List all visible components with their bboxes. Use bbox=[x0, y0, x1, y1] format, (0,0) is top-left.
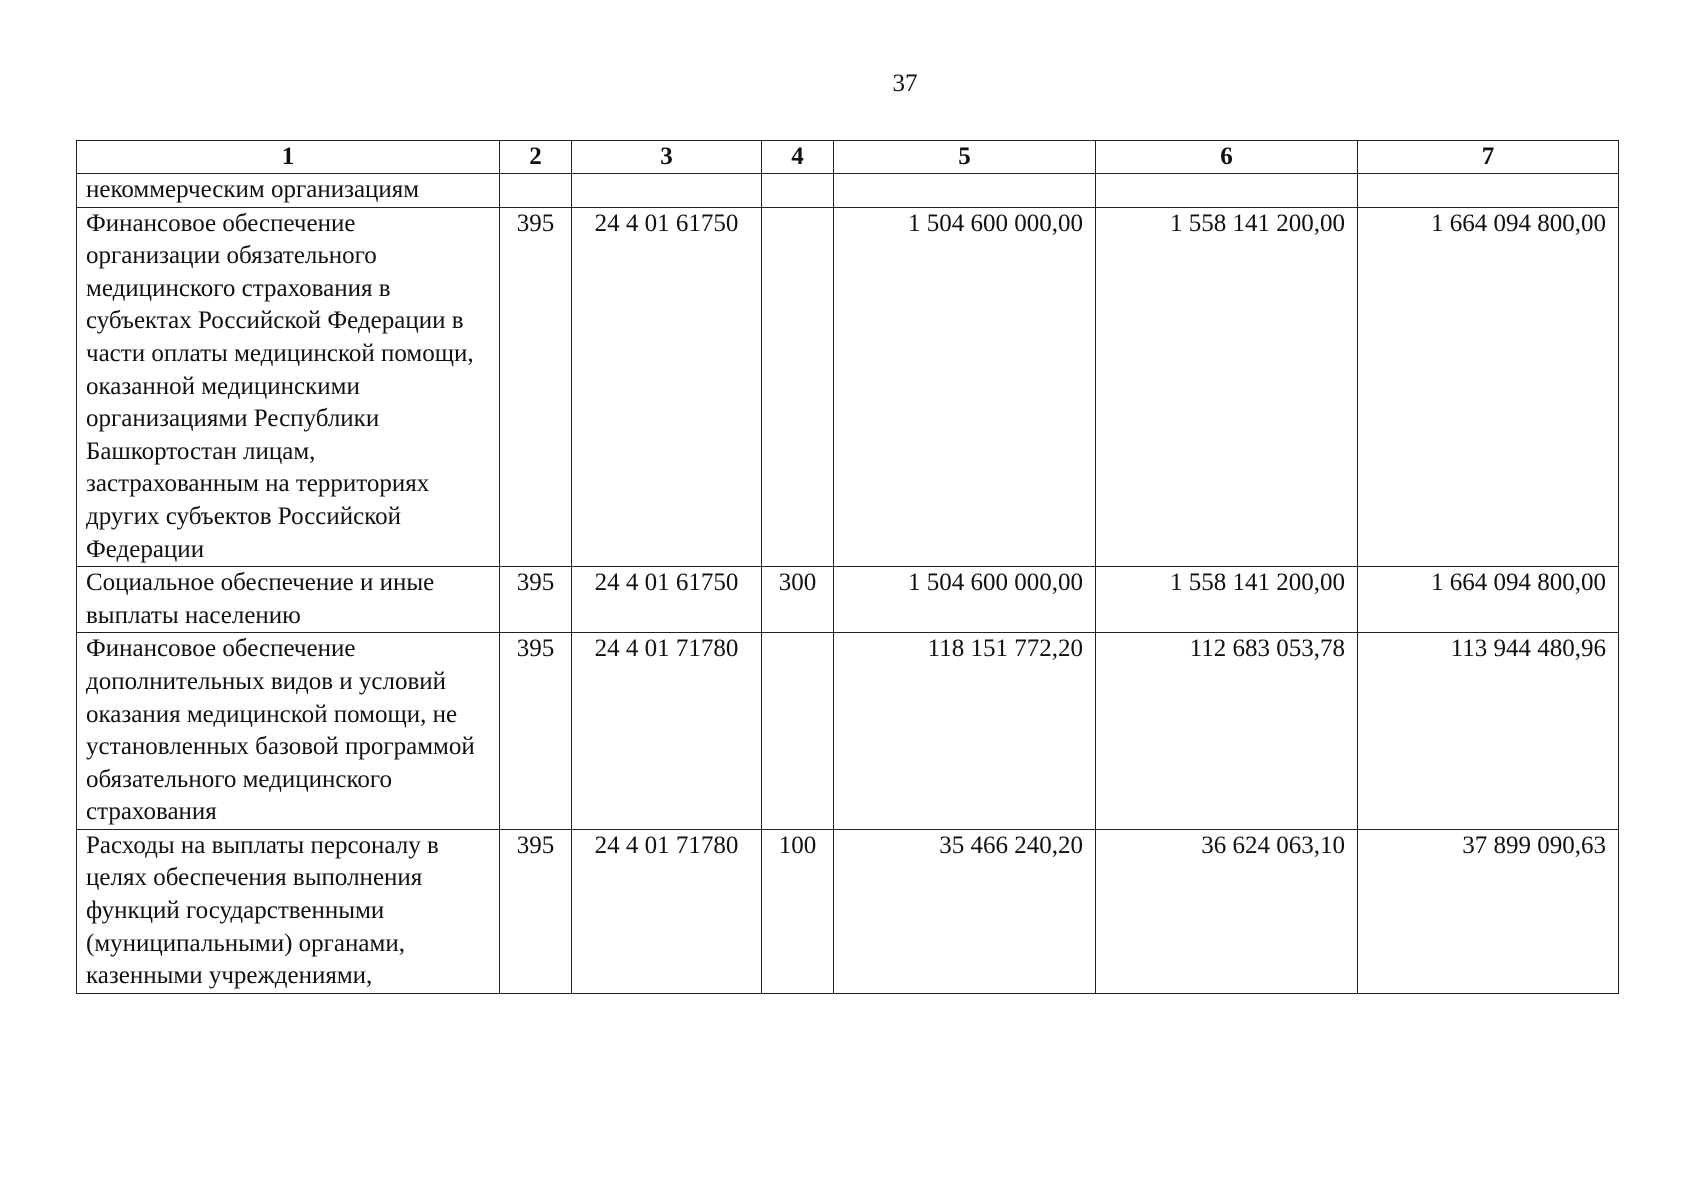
table-row bbox=[77, 567, 1619, 633]
table-header-row bbox=[77, 141, 1619, 174]
column-header: 1 bbox=[77, 141, 500, 174]
row-amount-col7-cell: 1 664 094 800,00 bbox=[1358, 567, 1619, 633]
row-amount-col7-cell: 37 899 090,63 bbox=[1358, 829, 1619, 993]
row-name-cell: Расходы на выплаты персоналу в целях обеспечения выполнения функций государственными (муниципальными) органами, казенными учреждениями, bbox=[77, 829, 500, 993]
column-header: 3 bbox=[572, 141, 762, 174]
row-amount-col5-cell: 118 151 772,20 bbox=[834, 633, 1096, 830]
row-expense-type-cell bbox=[762, 174, 834, 208]
row-amount-col5-cell: 1 504 600 000,00 bbox=[834, 567, 1096, 633]
row-amount-col5-cell: 35 466 240,20 bbox=[834, 829, 1096, 993]
row-target-code-cell: 24 4 01 71780 bbox=[572, 633, 762, 830]
row-expense-type-cell: 300 bbox=[762, 567, 834, 633]
column-header: 2 bbox=[500, 141, 572, 174]
row-target-code-cell: 24 4 01 71780 bbox=[572, 829, 762, 993]
row-admin-code-cell bbox=[500, 174, 572, 208]
row-name-cell: Финансовое обеспечение дополнительных видов и условий оказания медицинской помощи, не установленных базовой программой обязательного медицинского страхования bbox=[77, 633, 500, 830]
row-amount-col6-cell: 36 624 063,10 bbox=[1096, 829, 1358, 993]
row-admin-code-cell: 395 bbox=[500, 633, 572, 830]
column-header: 5 bbox=[834, 141, 1096, 174]
row-amount-col7-cell: 1 664 094 800,00 bbox=[1358, 207, 1619, 567]
table-row bbox=[77, 174, 1619, 208]
row-expense-type-cell: 100 bbox=[762, 829, 834, 993]
row-admin-code-cell: 395 bbox=[500, 829, 572, 993]
page-number: 37 bbox=[892, 70, 918, 97]
column-header: 4 bbox=[762, 141, 834, 174]
row-amount-col6-cell: 112 683 053,78 bbox=[1096, 633, 1358, 830]
row-target-code-cell bbox=[572, 174, 762, 208]
row-admin-code-cell: 395 bbox=[500, 207, 572, 567]
row-target-code-cell: 24 4 01 61750 bbox=[572, 567, 762, 633]
row-name-cell: некоммерческим организациям bbox=[77, 174, 500, 208]
table-row bbox=[77, 829, 1619, 993]
column-header: 6 bbox=[1096, 141, 1358, 174]
table-row bbox=[77, 207, 1619, 567]
row-amount-col7-cell: 113 944 480,96 bbox=[1358, 633, 1619, 830]
budget-table bbox=[76, 140, 1619, 994]
row-expense-type-cell bbox=[762, 633, 834, 830]
row-admin-code-cell: 395 bbox=[500, 567, 572, 633]
row-name-cell: Финансовое обеспечение организации обязательного медицинского страхования в субъектах Российской Федерации в части оплаты медицинской помощи, оказанной медицинскими организациями Республики Башкортостан лицам, застрахованным на территориях других субъектов Российской Федерации bbox=[77, 207, 500, 567]
table-row bbox=[77, 633, 1619, 830]
row-target-code-cell: 24 4 01 61750 bbox=[572, 207, 762, 567]
row-amount-col6-cell: 1 558 141 200,00 bbox=[1096, 567, 1358, 633]
row-amount-col6-cell bbox=[1096, 174, 1358, 208]
row-amount-col6-cell: 1 558 141 200,00 bbox=[1096, 207, 1358, 567]
column-header: 7 bbox=[1358, 141, 1619, 174]
row-expense-type-cell bbox=[762, 207, 834, 567]
row-name-cell: Социальное обеспечение и иные выплаты населению bbox=[77, 567, 500, 633]
row-amount-col5-cell: 1 504 600 000,00 bbox=[834, 207, 1096, 567]
row-amount-col5-cell bbox=[834, 174, 1096, 208]
row-amount-col7-cell bbox=[1358, 174, 1619, 208]
